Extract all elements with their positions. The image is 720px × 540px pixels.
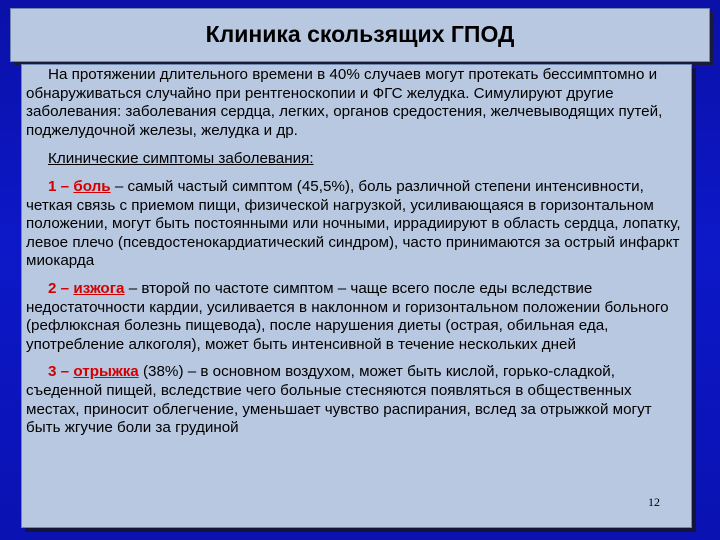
symptom-number: 1 – [48, 177, 70, 195]
symptom-description: (38%) – в основном воздухом, может быть кислой, горько-сладкой, съеденной пищей, вследствие чего больные стесняются появляться в общественных местах, приносит облегчение, уменьшает чувство распирания, вслед за отрыжкой могут быть жгучие боли за грудиной [26, 363, 652, 437]
symptom-number: 2 – [48, 279, 70, 297]
symptoms-heading: Клинические симптомы заболевания: [48, 150, 314, 168]
symptom-description: – самый частый симптом (45,5%), боль различной степени интенсивности, четкая связь с приемом пищи, физической нагрузкой, усиливающаяся в горизонтальном положении, могут быть постоянными или ночными, иррадиируют в область сердца, лопатку, левое плечо (псевдостенокардиатический синдром), часто принимаются за острый инфаркт миокарда [26, 177, 681, 270]
symptom-item-heartburn [26, 280, 686, 354]
slide-title: Клиника скользящих ГПОД [205, 21, 515, 47]
intro-paragraph: На протяжении длительного времени в 40% случаев могут протекать бессимптомно и обнаруживаться случайно при рентгеноскопии и ФГС желудка. Симулируют другие заболевания: заболевания сердца, легких, органов средостения, желчевыводящих путей, поджелудочной железы, желудка и др. [26, 66, 663, 139]
symptom-item-belching [26, 363, 686, 437]
symptom-item-pain [26, 178, 686, 271]
symptom-name: отрыжка [73, 363, 139, 381]
page-number: 12 [648, 495, 660, 509]
content-text [26, 66, 686, 438]
symptom-number: 3 – [48, 363, 70, 381]
title-bar [10, 8, 710, 62]
symptom-description: – второй по частоте симптом – чаще всего после еды вследствие недостаточности кардии, усиливается в наклонном и горизонтальном положении больного (рефлюксная болезнь пищевода), после нарушения диеты (острая, обильная еда, употребление алкоголя), может быть интенсивной в течение нескольких дней [26, 279, 669, 353]
symptom-name: изжога [73, 279, 125, 297]
symptom-name: боль [73, 177, 111, 195]
